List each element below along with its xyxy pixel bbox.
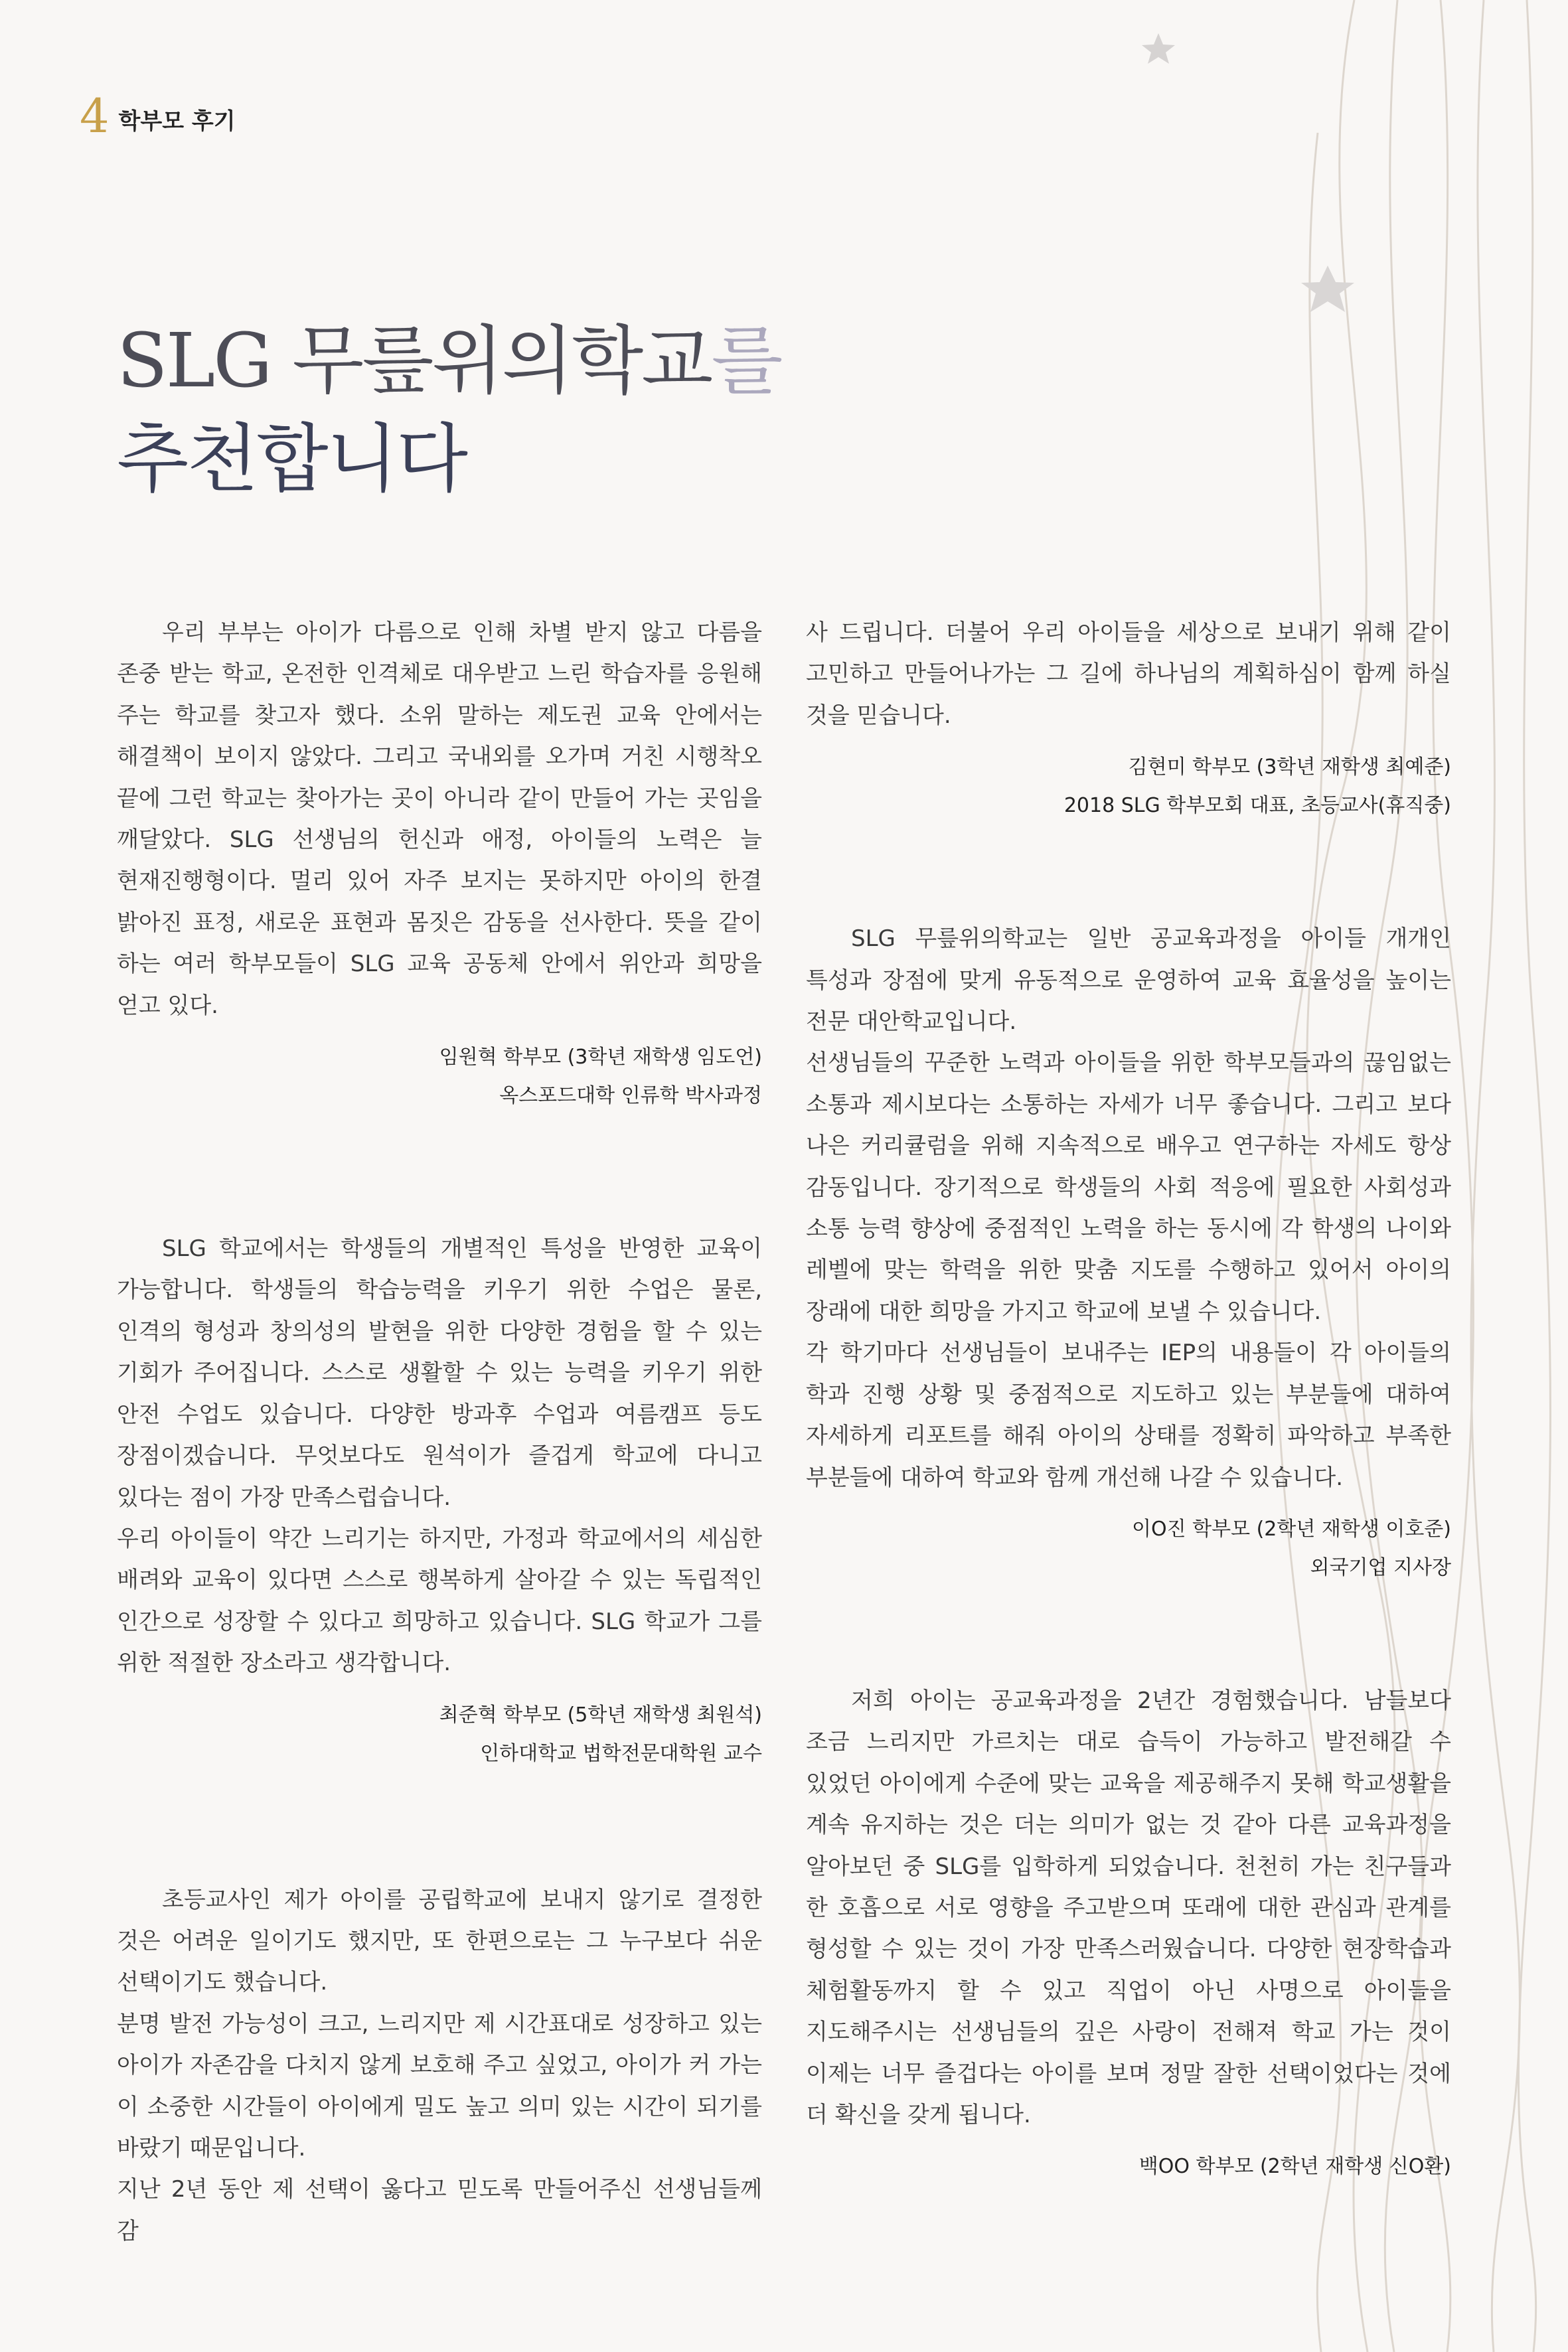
testimonial-paragraph: 우리 아이들이 약간 느리기는 하지만, 가정과 학교에서의 세심한 배려와 교육이 있다면 스스로 행복하게 살아갈 수 있는 독립적인 인간으로 성장할 수 있다고 희망하고 있습니다. SLG 학교가 그를 위한 적절한 장소라고 생각합니다. xyxy=(117,1525,762,1677)
page-header xyxy=(80,89,236,143)
author-signature: 이O진 학부모 (2학년 재학생 이호준) xyxy=(1132,1517,1451,1541)
section-title: 학부모 후기 xyxy=(118,108,236,135)
testimonial-paragraph: 각 학기마다 선생님들이 보내주는 IEP의 내용들이 각 아이들의 학과 진행 상황 및 중점적으로 지도하고 있는 부분들에 대하여 자세하게 리포트를 해줘 아이의 상태를 정확히 파악하고 부족한 부분들에 대하여 학교와 함께 개선해 나갈 수 있습니다. xyxy=(806,1340,1451,1491)
author-signature: 백OO 학부모 (2학년 재학생 신O환) xyxy=(1138,2155,1451,2179)
title-line2: 추천합니다 xyxy=(117,416,466,503)
testimonial-paragraph: SLG 무릎위의학교는 일반 공교육과정을 아이들 개개인 특성과 장점에 맞게 유동적으로 운영하여 교육 효율성을 높이는 전문 대안학교입니다. xyxy=(806,925,1451,1036)
wavy-line xyxy=(1518,0,1550,2352)
testimonial-paragraph: 사 드립니다. 더불어 우리 아이들을 세상으로 보내기 위해 같이 고민하고 만들어나가는 그 길에 하나님의 계획하심이 함께 하실 것을 믿습니다. xyxy=(806,619,1451,729)
testimonial-paragraph: 저희 아이는 공교육과정을 2년간 경험했습니다. 남들보다 조금 느리지만 가르치는 대로 습득이 가능하고 발전해갈 수 있었던 아이에게 수준에 맞는 교육을 제공해주지 못해 학교생활을 계속 유지하는 것은 더는 의미가 없는 것 같아 다른 교육과정을 알아보던 중 SLG를 입학하게 되었습니다. 천천히 가는 친구들과 한 호흡으로 서로 영향을 주고받으며 또래에 대한 관심과 관계를 형성할 수 있는 것이 가장 만족스러웠습니다. 다양한 현장학습과 체험활동까지 할 수 있고 직업이 아닌 사명으로 아이들을 지도해주시는 선생님들의 깊은 사랑이 전해져 학교 가는 것이 이제는 너무 즐겁다는 아이를 보며 정말 잘한 선택이었다는 것에 더 확신을 갖게 됩니다. xyxy=(806,1687,1451,2128)
testimonial-paragraph: SLG 학교에서는 학생들의 개별적인 특성을 반영한 교육이 가능합니다. 학생들의 학습능력을 키우기 위한 수업은 물론, 인격의 형성과 창의성의 발현을 위한 다양한 경험을 할 수 있는 기회가 주어집니다. 스스로 생활할 수 있는 능력을 키우기 위한 안전 수업도 있습니다. 다양한 방과후 수업과 여름캠프 등도 장점이겠습니다. 무엇보다도 원석이가 즐겁게 학교에 다니고 있다는 점이 가장 만족스럽습니다. xyxy=(117,1235,762,1511)
author-affiliation: 옥스포드대학 인류학 박사과정 xyxy=(499,1084,762,1108)
right-column xyxy=(806,612,1451,2186)
author-signature: 김현미 학부모 (3학년 재학생 최예준) xyxy=(1128,755,1451,779)
testimonial-paragraph: 선생님들의 꾸준한 노력과 아이들을 위한 학부모들과의 끊임없는 소통과 제시보다는 소통하는 자세가 너무 좋습니다. 그리고 보다 나은 커리큘럼을 위해 지속적으로 배우고 연구하는 자세도 항상 감동입니다. 장기적으로 학생들의 사회 적응에 필요한 사회성과 소통 능력 향상에 중점적인 노력을 하는 동시에 각 학생의 나이와 레벨에 맞는 학력을 위한 맞춤 지도를 수행하고 있어서 아이의 장래에 대한 희망을 가지고 학교에 보낼 수 있습니다. xyxy=(806,1050,1451,1325)
testimonial-paragraph: 지난 2년 동안 제 선택이 옳다고 믿도록 만들어주신 선생님들께 감 xyxy=(117,2176,762,2244)
author-affiliation: 2018 SLG 학부모회 대표, 초등교사(휴직중) xyxy=(1063,794,1451,818)
author-affiliation: 외국기업 지사장 xyxy=(1310,1555,1451,1579)
title-suffix: 를 xyxy=(711,318,781,404)
left-column xyxy=(117,612,762,2252)
author-signature: 임원혁 학부모 (3학년 재학생 임도언) xyxy=(439,1046,762,1069)
star-icon xyxy=(1142,33,1175,64)
testimonial-paragraph: 우리 부부는 아이가 다름으로 인해 차별 받지 않고 다름을 존중 받는 학교, 온전한 인격체로 대우받고 느린 학습자를 응원해 주는 학교를 찾고자 했다. 소위 말하는 제도권 교육 안에서는 해결책이 보이지 않았다. 그리고 국내외를 오가며 거친 시행착오 끝에 그런 학교는 찾아가는 곳이 아니라 같이 만들어 가는 곳임을 깨달았다. SLG 선생님의 헌신과 애정, 아이들의 노력은 늘 현재진행형이다. 멀리 있어 자주 보지는 못하지만 아이의 한결 밝아진 표정, 새로운 표현과 몸짓은 감동을 선사한다. 뜻을 같이 하는 여러 학부모들이 SLG 교육 공동체 안에서 위안과 희망을 얻고 있다. xyxy=(117,619,762,1019)
testimonial-paragraph: 초등교사인 제가 아이를 공립학교에 보내지 않기로 결정한 것은 어려운 일이기도 했지만, 또 한편으로는 그 누구보다 쉬운 선택이기도 했습니다. xyxy=(117,1886,762,1996)
testimonial-paragraph: 분명 발전 가능성이 크고, 느리지만 제 시간표대로 성장하고 있는 아이가 자존감을 다치지 않게 보호해 주고 싶었고, 아이가 커 가는 이 소중한 시간들이 아이에게 밀도 높고 의미 있는 시간이 되기를 바랐기 때문입니다. xyxy=(117,2010,762,2161)
page-number: 4 xyxy=(80,89,110,143)
article-title xyxy=(117,312,781,509)
author-affiliation: 인하대학교 법학전문대학원 교수 xyxy=(480,1741,762,1765)
title-line1: SLG 무릎위의학교 xyxy=(117,318,712,404)
wavy-line xyxy=(1471,0,1520,2352)
author-signature: 최준혁 학부모 (5학년 재학생 최원석) xyxy=(439,1703,762,1727)
